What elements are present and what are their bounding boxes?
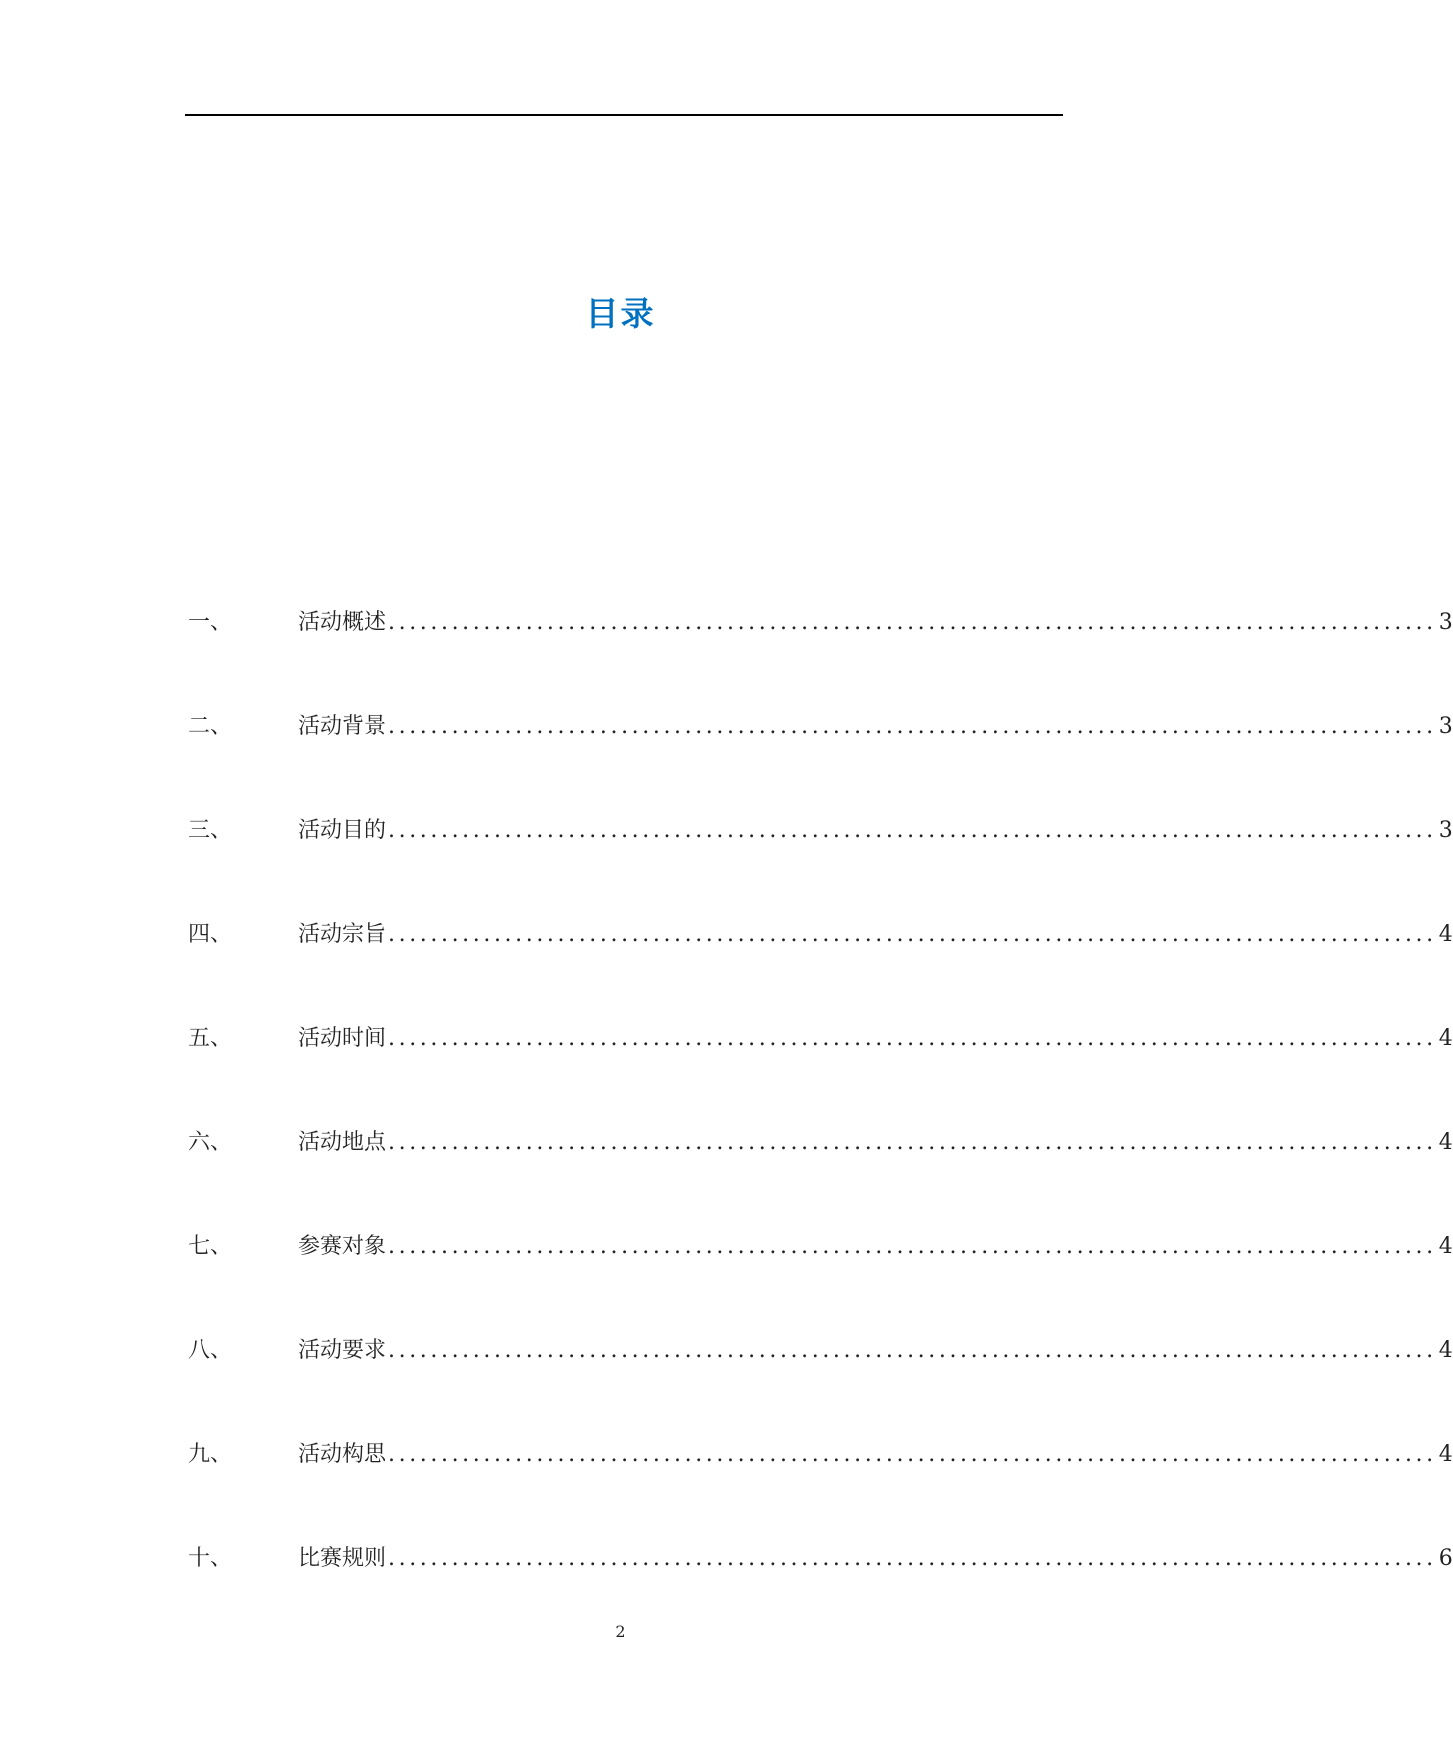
toc-entry[interactable] xyxy=(188,1125,1453,1229)
toc-entry-page: 4 xyxy=(1438,1234,1453,1259)
toc-entry-leader: ................................................................................................... xyxy=(388,1234,1437,1259)
toc-entry-page: 4 xyxy=(1438,1026,1453,1051)
toc-entry[interactable] xyxy=(188,1333,1453,1437)
toc-entry-number: 九、 xyxy=(188,1442,233,1467)
toc-entry-leader: ................................................................................................... xyxy=(388,1442,1437,1467)
toc-entry-number: 四、 xyxy=(188,922,233,947)
toc-entry-number: 三、 xyxy=(188,818,233,843)
toc-entry-label: 活动时间 xyxy=(298,1026,387,1051)
toc-entry-label: 比赛规则 xyxy=(298,1546,387,1571)
toc-entry-leader: ................................................................................................... xyxy=(388,610,1437,635)
toc-entry-leader: ................................................................................................... xyxy=(388,714,1437,739)
toc-entry-number: 五、 xyxy=(188,1026,233,1051)
toc-entry[interactable] xyxy=(188,917,1453,1021)
toc-entry[interactable] xyxy=(188,709,1453,813)
toc-entry-number: 七、 xyxy=(188,1234,233,1259)
toc-entry-page: 6 xyxy=(1438,1546,1453,1571)
toc-entry-label: 活动构思 xyxy=(298,1442,387,1467)
header-rule xyxy=(185,114,1063,116)
toc-entry-number: 十、 xyxy=(188,1546,233,1571)
toc-entry-label: 活动背景 xyxy=(298,714,387,739)
toc-entry-number: 六、 xyxy=(188,1130,233,1155)
toc-entry[interactable] xyxy=(188,1229,1453,1333)
toc-entry-page: 4 xyxy=(1438,1442,1453,1467)
toc-entry-label: 活动要求 xyxy=(298,1338,387,1363)
toc-entry[interactable] xyxy=(188,813,1453,917)
toc-entry-number: 一、 xyxy=(188,610,233,635)
toc-entry-page: 4 xyxy=(1438,1338,1453,1363)
toc-entry[interactable] xyxy=(188,1021,1453,1125)
toc-entry-number: 二、 xyxy=(188,714,233,739)
toc-entry-label: 活动宗旨 xyxy=(298,922,387,947)
toc-entry-label: 参赛对象 xyxy=(298,1234,387,1259)
toc-entry-page: 3 xyxy=(1438,818,1453,843)
toc-entry-leader: ................................................................................................... xyxy=(388,818,1437,843)
toc-entry-page: 4 xyxy=(1438,1130,1453,1155)
toc-entry-leader: ................................................................................................... xyxy=(388,1130,1437,1155)
toc-entry-label: 活动目的 xyxy=(298,818,387,843)
toc-entry-label: 活动地点 xyxy=(298,1130,387,1155)
toc-entry[interactable] xyxy=(188,1437,1453,1541)
toc-entry-page: 3 xyxy=(1438,610,1453,635)
toc-entry-leader: ................................................................................................... xyxy=(388,1338,1437,1363)
toc-entry[interactable] xyxy=(188,605,1453,709)
toc-entry-label: 活动概述 xyxy=(298,610,387,635)
page-number: 2 xyxy=(615,1622,626,1641)
toc-entry-leader: ................................................................................................... xyxy=(388,1546,1437,1571)
toc-entry-leader: ................................................................................................... xyxy=(388,922,1437,947)
toc-entry-page: 3 xyxy=(1438,714,1453,739)
toc-title: 目录 xyxy=(585,294,656,333)
toc-entry-leader: ................................................................................................... xyxy=(388,1026,1437,1051)
toc-entry-number: 八、 xyxy=(188,1338,233,1363)
toc-entry-page: 4 xyxy=(1438,922,1453,947)
toc-list xyxy=(188,605,1453,1645)
